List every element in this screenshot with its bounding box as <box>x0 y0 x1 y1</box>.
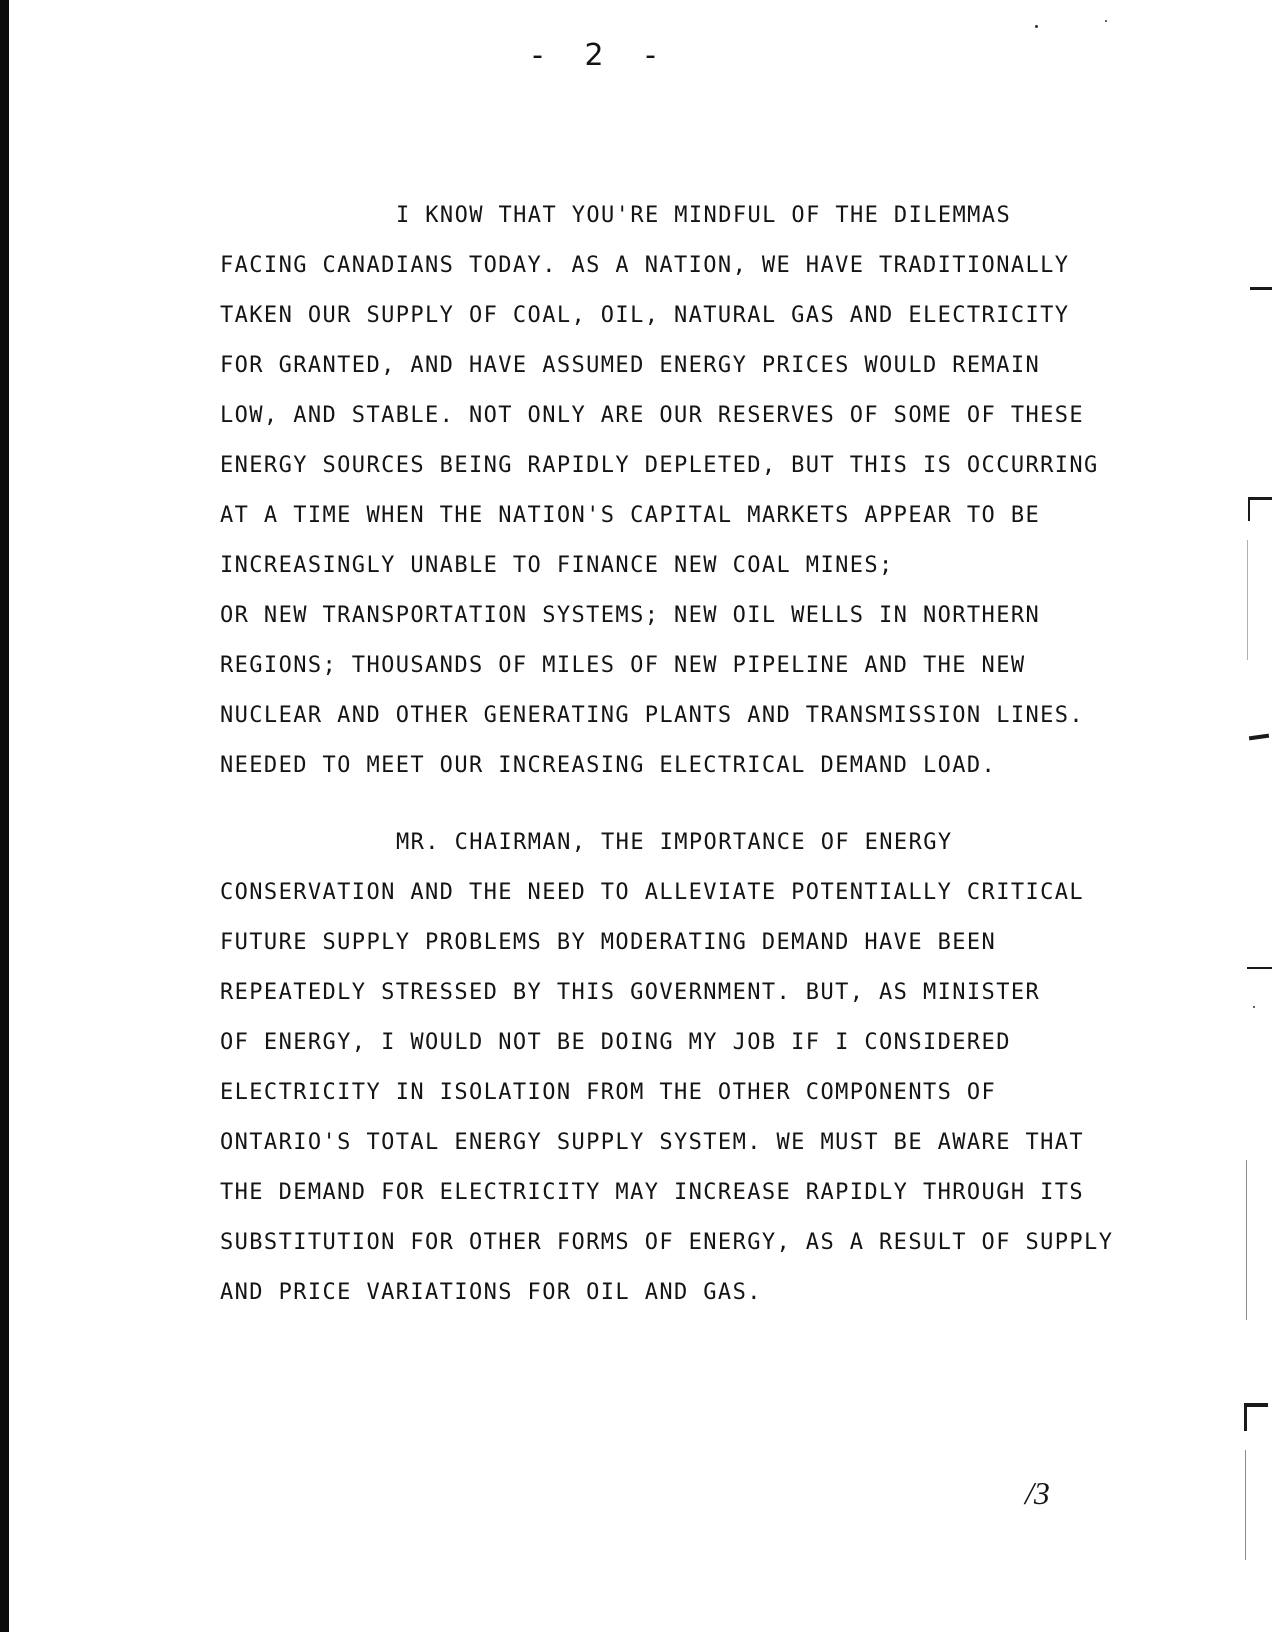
text-line: SUBSTITUTION FOR OTHER FORMS OF ENERGY, AS A RESULT OF SUPPLY <box>220 1230 1114 1255</box>
margin-mark <box>1244 1403 1247 1431</box>
text-line: AND PRICE VARIATIONS FOR OIL AND GAS. <box>220 1280 762 1305</box>
margin-mark <box>1246 1160 1247 1320</box>
paragraph-conservation <box>220 818 1113 1318</box>
text-line: INCREASINGLY UNABLE TO FINANCE NEW COAL MINES; <box>220 553 894 578</box>
text-line: THE DEMAND FOR ELECTRICITY MAY INCREASE RAPIDLY THROUGH ITS <box>220 1180 1085 1205</box>
scan-speck <box>1035 25 1038 28</box>
text-line: I KNOW THAT YOU'RE MINDFUL OF THE DILEMMAS <box>396 203 1012 228</box>
scan-speck <box>1253 1006 1255 1008</box>
text-line: TAKEN OUR SUPPLY OF COAL, OIL, NATURAL GAS AND ELECTRICITY <box>220 303 1070 328</box>
margin-mark <box>1247 540 1248 660</box>
paragraph-dilemmas <box>220 191 1099 791</box>
page-number-header <box>0 38 1190 73</box>
text-line: AT A TIME WHEN THE NATION'S CAPITAL MARKETS APPEAR TO BE <box>220 503 1041 528</box>
text-line: REGIONS; THOUSANDS OF MILES OF NEW PIPELINE AND THE NEW <box>220 653 1026 678</box>
text-line: NUCLEAR AND OTHER GENERATING PLANTS AND TRANSMISSION LINES. <box>220 703 1085 728</box>
text-line: ONTARIO'S TOTAL ENERGY SUPPLY SYSTEM. WE MUST BE AWARE THAT <box>220 1130 1085 1155</box>
text-line: FOR GRANTED, AND HAVE ASSUMED ENERGY PRICES WOULD REMAIN <box>220 353 1041 378</box>
page-number: 2 <box>584 38 606 73</box>
text-line: REPEATEDLY STRESSED BY THIS GOVERNMENT. BUT, AS MINISTER <box>220 980 1041 1005</box>
scan-speck <box>1105 20 1107 22</box>
text-line: LOW, AND STABLE. NOT ONLY ARE OUR RESERVES OF SOME OF THESE <box>220 403 1085 428</box>
margin-mark <box>1244 1403 1268 1407</box>
margin-mark <box>1248 497 1272 500</box>
continuation-page-marker: /3 <box>1025 1475 1050 1511</box>
margin-mark <box>1248 497 1250 521</box>
text-line: OF ENERGY, I WOULD NOT BE DOING MY JOB IF I CONSIDERED <box>220 1030 1011 1055</box>
margin-mark <box>1250 287 1272 290</box>
text-line: CONSERVATION AND THE NEED TO ALLEVIATE POTENTIALLY CRITICAL <box>220 880 1085 905</box>
page-number-dash-right: - <box>645 38 658 73</box>
margin-mark <box>1245 1450 1246 1560</box>
scan-edge-bar <box>0 0 9 1632</box>
text-line: OR NEW TRANSPORTATION SYSTEMS; NEW OIL WELLS IN NORTHERN <box>220 603 1041 628</box>
margin-mark <box>1247 967 1272 969</box>
text-line: ENERGY SOURCES BEING RAPIDLY DEPLETED, BUT THIS IS OCCURRING <box>220 453 1099 478</box>
page-number-dash-left: - <box>532 38 545 73</box>
margin-mark <box>1249 734 1269 741</box>
text-line: FACING CANADIANS TODAY. AS A NATION, WE HAVE TRADITIONALLY <box>220 253 1070 278</box>
text-line: ELECTRICITY IN ISOLATION FROM THE OTHER COMPONENTS OF <box>220 1080 997 1105</box>
text-line: MR. CHAIRMAN, THE IMPORTANCE OF ENERGY <box>396 830 953 855</box>
text-line: FUTURE SUPPLY PROBLEMS BY MODERATING DEMAND HAVE BEEN <box>220 930 997 955</box>
text-line: NEEDED TO MEET OUR INCREASING ELECTRICAL DEMAND LOAD. <box>220 753 997 778</box>
